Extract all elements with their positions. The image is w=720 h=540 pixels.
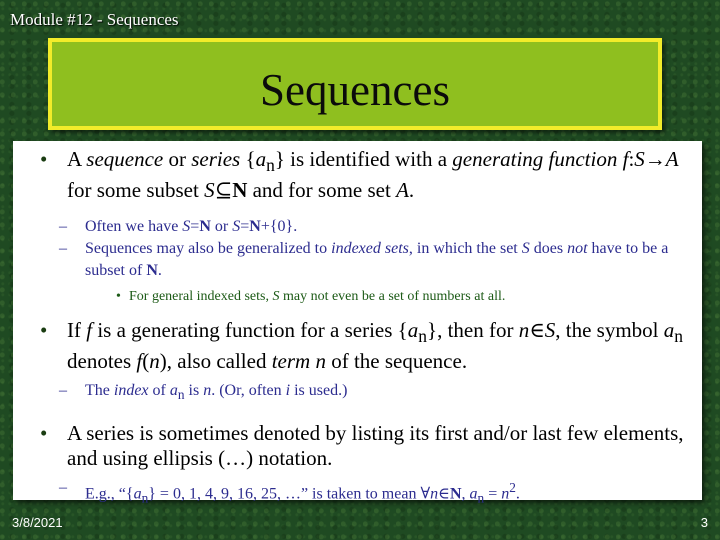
bullet-marker: • [40, 318, 48, 343]
term-sequence: sequence [86, 147, 164, 171]
bullet-sequence-definition [27, 147, 686, 203]
math-subscript: n [141, 490, 149, 506]
text-run: A [67, 147, 87, 171]
sub-bullet-indexed-sets [27, 238, 686, 282]
text-run: = [240, 218, 250, 236]
text-run: { [240, 147, 256, 171]
naturals-symbol: N [449, 484, 462, 502]
text-run: : [628, 147, 635, 171]
text-run: = [190, 218, 200, 236]
text-run: +{0}. [260, 218, 298, 236]
text-run: of the sequence. [325, 349, 468, 374]
math-var: n [501, 484, 510, 502]
math-var: a [407, 318, 419, 343]
text-run: ( [142, 349, 150, 374]
math-subscript: n [674, 326, 684, 347]
text-run: is a generating function for a series { [92, 318, 408, 343]
text-run: = [484, 484, 502, 502]
module-header: Module #12 - Sequences [10, 10, 179, 29]
bullet-marker: – [59, 478, 67, 496]
math-var: a [469, 484, 478, 502]
math-var: S [521, 240, 530, 258]
math-var: a [663, 318, 675, 343]
math-var: f [86, 318, 93, 343]
text-run: , also called [166, 349, 272, 374]
math-var: n [149, 349, 160, 374]
math-subscript: n [477, 490, 485, 506]
math-var: a [169, 382, 178, 400]
text-run: Sequences may also be generalized to [85, 240, 332, 258]
naturals-symbol: N [199, 218, 211, 236]
math-var: S [634, 147, 645, 171]
math-var: n [430, 484, 439, 502]
term-generating-function: generating function [452, 147, 618, 171]
sub-bullet-often-we-have [27, 216, 686, 238]
text-run: for some subset [67, 178, 205, 203]
footer-date: 3/8/2021 [12, 515, 63, 530]
text-run: denotes [67, 349, 137, 374]
math-var: S [232, 218, 241, 236]
math-var: f [136, 349, 143, 374]
text-run: The [85, 382, 114, 400]
math-var: a [133, 484, 142, 502]
text-run: have to be a subset of [85, 240, 669, 280]
math-var: S [182, 218, 191, 236]
subset-symbol: ⊆ [214, 178, 233, 203]
text-run: . [157, 262, 162, 280]
math-var: i [285, 382, 291, 400]
text-run: or [163, 147, 192, 171]
text-run: may not even be a set of numbers at all. [279, 289, 506, 305]
arrow-symbol: → [644, 147, 666, 171]
term-index: index [113, 382, 149, 400]
slide-title: Sequences [260, 65, 450, 115]
text-run: } = 0, 1, 4, 9, 16, 25, …” is taken to mean [148, 484, 421, 502]
text-run: does [529, 240, 568, 258]
text-run: is used.) [290, 382, 348, 400]
title-box [48, 38, 662, 130]
forall-symbol: ∀ [420, 484, 431, 502]
text-run: . (Or, often [211, 382, 286, 400]
term-indexed-sets: indexed sets [331, 240, 409, 258]
naturals-symbol: N [146, 262, 158, 280]
bullet-marker: • [116, 289, 121, 305]
content-panel [13, 141, 702, 506]
text-run: E.g., “{ [85, 484, 134, 502]
bullet-marker: – [59, 218, 67, 236]
math-var: A [665, 147, 679, 171]
term-series: series [191, 147, 241, 171]
bullet-ellipsis-notation [27, 421, 686, 471]
math-var: S [204, 178, 215, 203]
element-of-symbol: ∈ [438, 484, 450, 502]
text-run: }, then for [426, 318, 519, 343]
bullet-marker: • [40, 147, 48, 171]
math-subscript: n [418, 326, 427, 347]
text-run: and for some set [247, 178, 397, 203]
text-run: } is identified with a [274, 147, 453, 171]
text-run: is [184, 382, 204, 400]
sub-sub-bullet-general-indexed [27, 288, 686, 306]
bullet-marker: • [40, 420, 48, 445]
bullet-marker: – [59, 382, 67, 400]
math-var: n [518, 318, 530, 343]
text-run: of [148, 382, 170, 400]
text-run: Often we have [85, 218, 183, 236]
text-run: ) [159, 349, 167, 374]
math-var: n [203, 382, 212, 400]
text-run: For general indexed sets, [129, 289, 273, 305]
text-run: , in which the set [408, 240, 522, 258]
math-subscript: n [266, 155, 275, 176]
text-run: or [210, 218, 233, 236]
math-superscript: 2 [509, 479, 516, 495]
text-run: , the symbol [555, 318, 664, 343]
math-subscript: n [177, 387, 185, 403]
text-run: . [515, 484, 520, 502]
math-var: a [255, 147, 267, 171]
emphasis-not: not [567, 240, 588, 258]
math-var: S [544, 318, 556, 343]
page-number: 3 [700, 515, 708, 530]
term-term-n: term n [271, 349, 326, 374]
math-var: S [272, 289, 280, 305]
naturals-symbol: N [249, 218, 261, 236]
sub-bullet-index [27, 380, 686, 406]
bullet-marker: – [59, 240, 67, 258]
naturals-symbol: N [232, 178, 248, 203]
text-run: , [461, 484, 470, 502]
text-run: A series is sometimes denoted by listing its first and/or last few elements, and using ellipsis (…) notation. [67, 420, 684, 470]
text-run: If [67, 318, 87, 343]
element-of-symbol: ∈ [529, 318, 545, 343]
text-run: . [408, 178, 415, 203]
sub-bullet-example [27, 477, 686, 510]
math-var: A [396, 178, 409, 203]
bullet-generating-function-term [27, 318, 686, 374]
math-var: f [622, 147, 629, 171]
